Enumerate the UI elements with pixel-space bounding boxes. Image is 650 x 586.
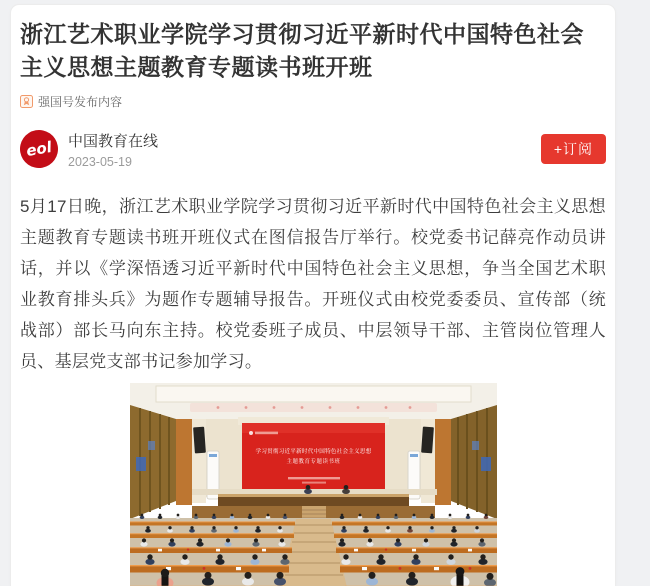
lecture-hall-scene — [130, 383, 497, 586]
source-badge-label: 强国号发布内容 — [38, 95, 123, 109]
publisher-logo[interactable]: eol — [17, 127, 61, 171]
article-body: 5月17日晚，浙江艺术职业学院学习贯彻习近平新时代中国特色社会主义思想主题教育专题读书班开班仪式在图信报告厅举行。校党委书记薛亮作动员讲话，并以《学深悟透习近平新时代中国特色社会主义思想，争当全国艺术职业教育排头兵》为题作专题辅导报告。开班仪式由校党委委员、宣传部（统战部）部长马向东主持。校党委班子成员、中层领导干部、主管岗位管理人员、基层党支部书记参加学习。 — [20, 197, 606, 371]
article-card — [11, 5, 615, 586]
publisher-meta — [68, 130, 158, 169]
source-badge — [20, 93, 606, 110]
subscribe-button[interactable]: +订阅 — [541, 134, 606, 164]
banner-title-line1: 学习贯彻习近平新时代中国特色社会主义思想 — [255, 449, 371, 455]
article-title: 浙江艺术职业学院学习贯彻习近平新时代中国特色社会主义思想主题教育专题读书班开班 — [20, 21, 584, 80]
article-photo[interactable] — [130, 383, 497, 586]
publisher-name[interactable]: 中国教育在线 — [68, 132, 159, 150]
publisher-row — [20, 129, 606, 169]
publish-date: 2023-05-19 — [68, 154, 132, 169]
banner-title-line2: 主题教育专题读书班 — [286, 459, 340, 465]
qiangguo-seal-icon — [20, 95, 33, 108]
